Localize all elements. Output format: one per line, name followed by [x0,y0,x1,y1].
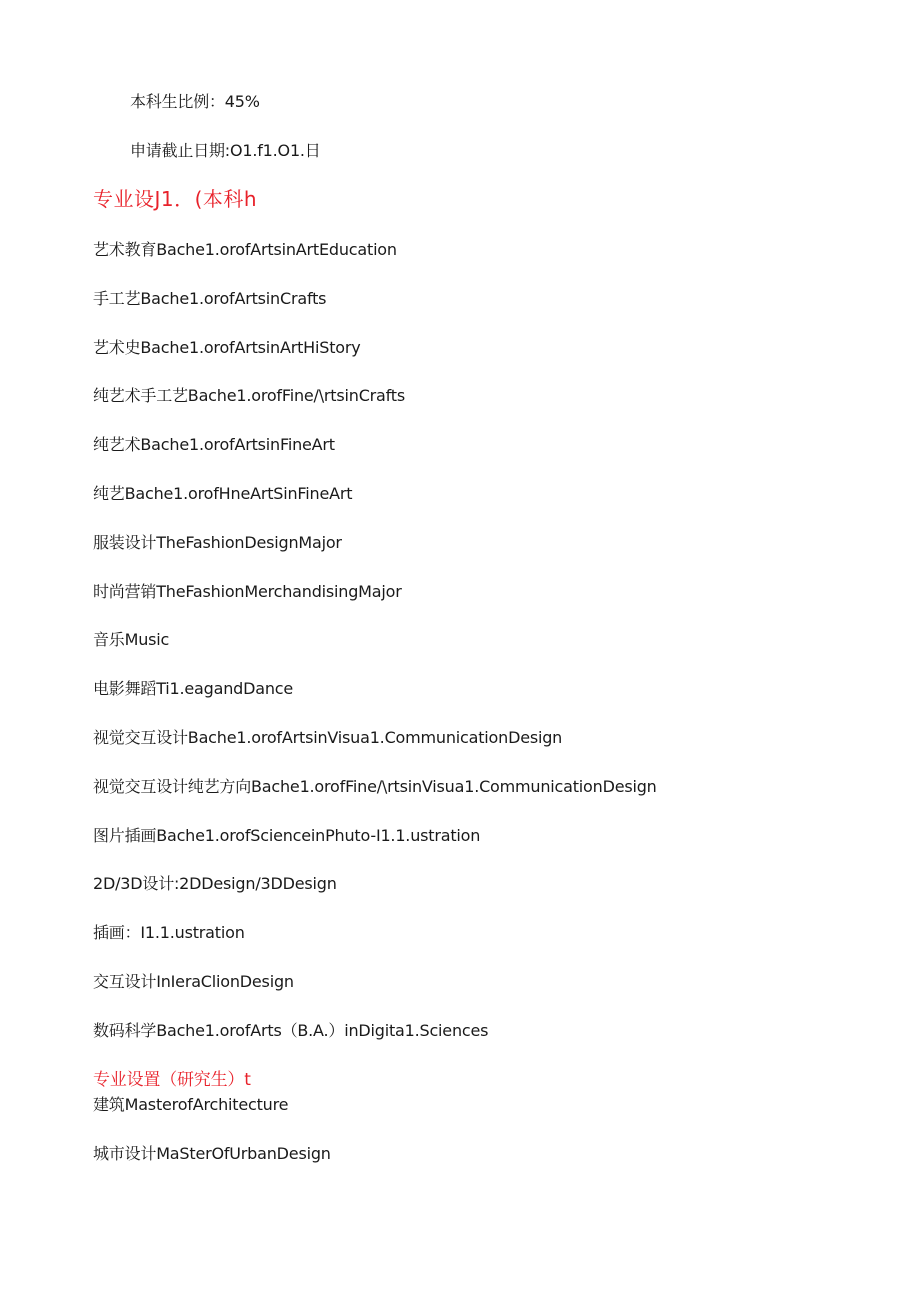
list-item: 纯艺术手工艺Bache1.orofFine∕\rtsinCrafts [93,386,406,405]
grad-majors-heading: 专业设置（研究生）t [93,1070,251,1090]
list-item: 图片插画Bache1.orofScienceinPhuto-I1.1.ustration [93,826,481,845]
list-item: 视觉交互设计Bache1.orofArtsinVisua1.CommunicationDesign [93,728,563,747]
list-item: 音乐Music [93,630,170,649]
list-item: 纯艺Bache1.orofHneArtSinFineArt [93,484,353,503]
list-item: 2D∕3D设计:2DDesign∕3DDesign [93,874,337,893]
list-item: 建筑MasterofArchitecture [93,1095,289,1114]
undergrad-majors-heading: 专业设J1．(本科h [93,187,258,211]
list-item: 时尚营销TheFashionMerchandisingMajor [93,582,402,601]
list-item: 插画：I1.1.ustration [93,923,245,942]
list-item: 艺术史Bache1.orofArtsinArtHiStory [93,338,361,357]
list-item: 交互设计InIeraClionDesign [93,972,294,991]
list-item: 城市设计MaSterOfUrbanDesign [93,1144,331,1163]
list-item: 艺术教育Bache1.orofArtsinArtEducation [93,240,397,259]
list-item: 纯艺术Bache1.orofArtsinFineArt [93,435,335,454]
list-item: 视觉交互设计纯艺方向Bache1.orofFine∕\rtsinVisua1.CommunicationDesign [93,777,657,796]
list-item: 数码科学Bache1.orofArts（B.A.）inDigita1.Sciences [93,1021,489,1040]
application-deadline: 申请截止日期:O1.f1.O1.日 [130,141,321,160]
undergrad-ratio: 本科生比例：45% [130,92,260,111]
list-item: 电影舞蹈Ti1.eagandDance [93,679,294,698]
list-item: 手工艺Bache1.orofArtsinCrafts [93,289,327,308]
list-item: 服装设计TheFashionDesignMajor [93,533,342,552]
